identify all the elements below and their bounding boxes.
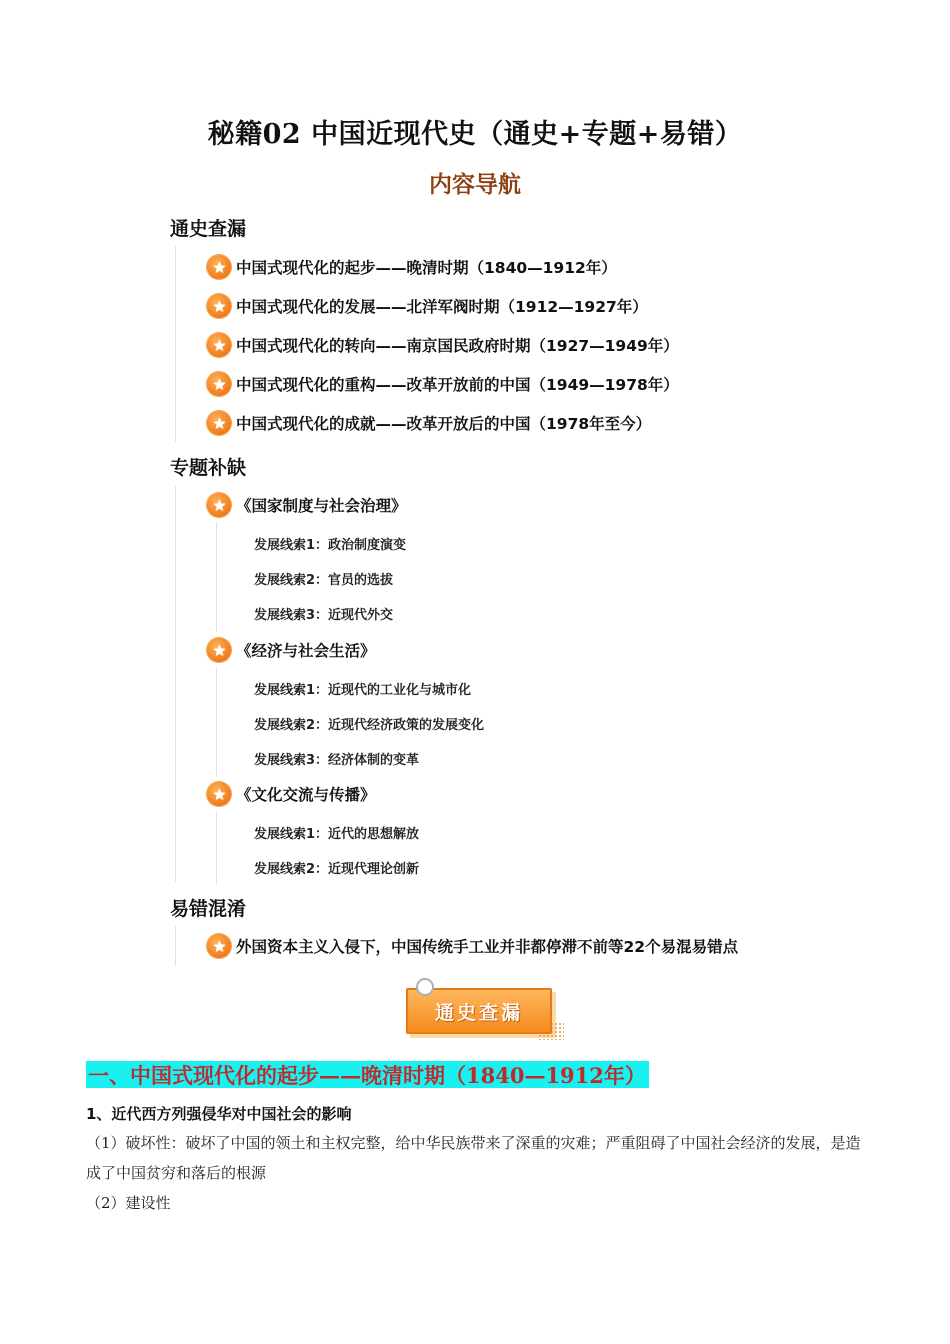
clue-item[interactable]: 发展线索2：官员的选拔: [254, 573, 394, 588]
section-banner: [406, 988, 552, 1034]
toc-item-topic-1[interactable]: [207, 492, 407, 518]
toc-item-topic-3[interactable]: [207, 781, 376, 807]
toc-item-label: 中国式现代化的起步——晚清时期（1840—1912年）: [236, 259, 617, 277]
toc-item-general-5[interactable]: [207, 410, 651, 436]
star-icon: [207, 934, 231, 958]
toc-item-label: 中国式现代化的发展——北洋军阀时期（1912—1927年）: [236, 298, 648, 316]
star-icon: [207, 493, 231, 517]
star-icon: [207, 372, 231, 396]
page-title: 秘籍02 中国近现代史（通史+专题+易错）: [207, 119, 743, 150]
toc-item-label: 中国式现代化的成就——改革开放后的中国（1978年至今）: [236, 415, 652, 433]
star-icon: [207, 411, 231, 435]
clue-item[interactable]: 发展线索2：近现代理论创新: [254, 862, 420, 877]
clue-item[interactable]: 发展线索3：经济体制的变革: [254, 753, 420, 768]
toc-item-general-1[interactable]: [207, 254, 617, 280]
section-heading-general: 通史查漏: [170, 218, 247, 240]
toc-item-general-2[interactable]: [207, 293, 648, 319]
toc-item-topic-2[interactable]: [207, 637, 376, 663]
section-rule: [175, 486, 176, 882]
star-icon: [207, 333, 231, 357]
toc-item-label: 《经济与社会生活》: [236, 642, 376, 660]
star-icon: [207, 255, 231, 279]
toc-item-label: 外国资本主义入侵下，中国传统手工业并非都停滞不前等22个易混易错点: [236, 938, 739, 956]
toc-item-label: 《文化交流与传播》: [236, 786, 376, 804]
nav-title: 内容导航: [429, 172, 521, 198]
toc-item-mistakes-1[interactable]: [207, 933, 738, 959]
subgroup-rule: [216, 522, 217, 632]
star-icon: [207, 294, 231, 318]
clue-item[interactable]: 发展线索1：近现代的工业化与城市化: [254, 683, 472, 698]
paragraph: （2）建设性: [86, 1194, 171, 1212]
toc-item-label: 中国式现代化的重构——改革开放前的中国（1949—1978年）: [236, 376, 679, 394]
subgroup-rule: [216, 667, 217, 777]
section-rule: [175, 246, 176, 442]
paragraph: （1）破坏性：破坏了中国的领土和主权完整，给中华民族带来了深重的灾难；严重阻碍了中国社会经济的发展，是造成了中国贫穷和落后的根源: [86, 1134, 861, 1182]
chapter-heading: 一、中国式现代化的起步——晚清时期（1840—1912年）: [88, 1063, 646, 1088]
section-rule: [175, 926, 176, 966]
toc-item-general-4[interactable]: [207, 371, 679, 397]
question-heading: 1、近代西方列强侵华对中国社会的影响: [86, 1105, 352, 1123]
section-heading-mistakes: 易错混淆: [170, 898, 247, 920]
star-icon: [207, 782, 231, 806]
clue-item[interactable]: 发展线索3：近现代外交: [254, 608, 394, 623]
toc-item-general-3[interactable]: [207, 332, 679, 358]
clue-item[interactable]: 发展线索1：政治制度演变: [254, 538, 407, 553]
section-heading-topics: 专题补缺: [170, 457, 247, 479]
pin-icon: [416, 978, 434, 996]
subgroup-rule: [216, 811, 217, 885]
clue-item[interactable]: 发展线索1：近代的思想解放: [254, 827, 420, 842]
banner-label: 通史查漏: [406, 988, 552, 1034]
toc-item-label: 《国家制度与社会治理》: [236, 497, 407, 515]
toc-item-label: 中国式现代化的转向——南京国民政府时期（1927—1949年）: [236, 337, 679, 355]
star-icon: [207, 638, 231, 662]
clue-item[interactable]: 发展线索2：近现代经济政策的发展变化: [254, 718, 485, 733]
